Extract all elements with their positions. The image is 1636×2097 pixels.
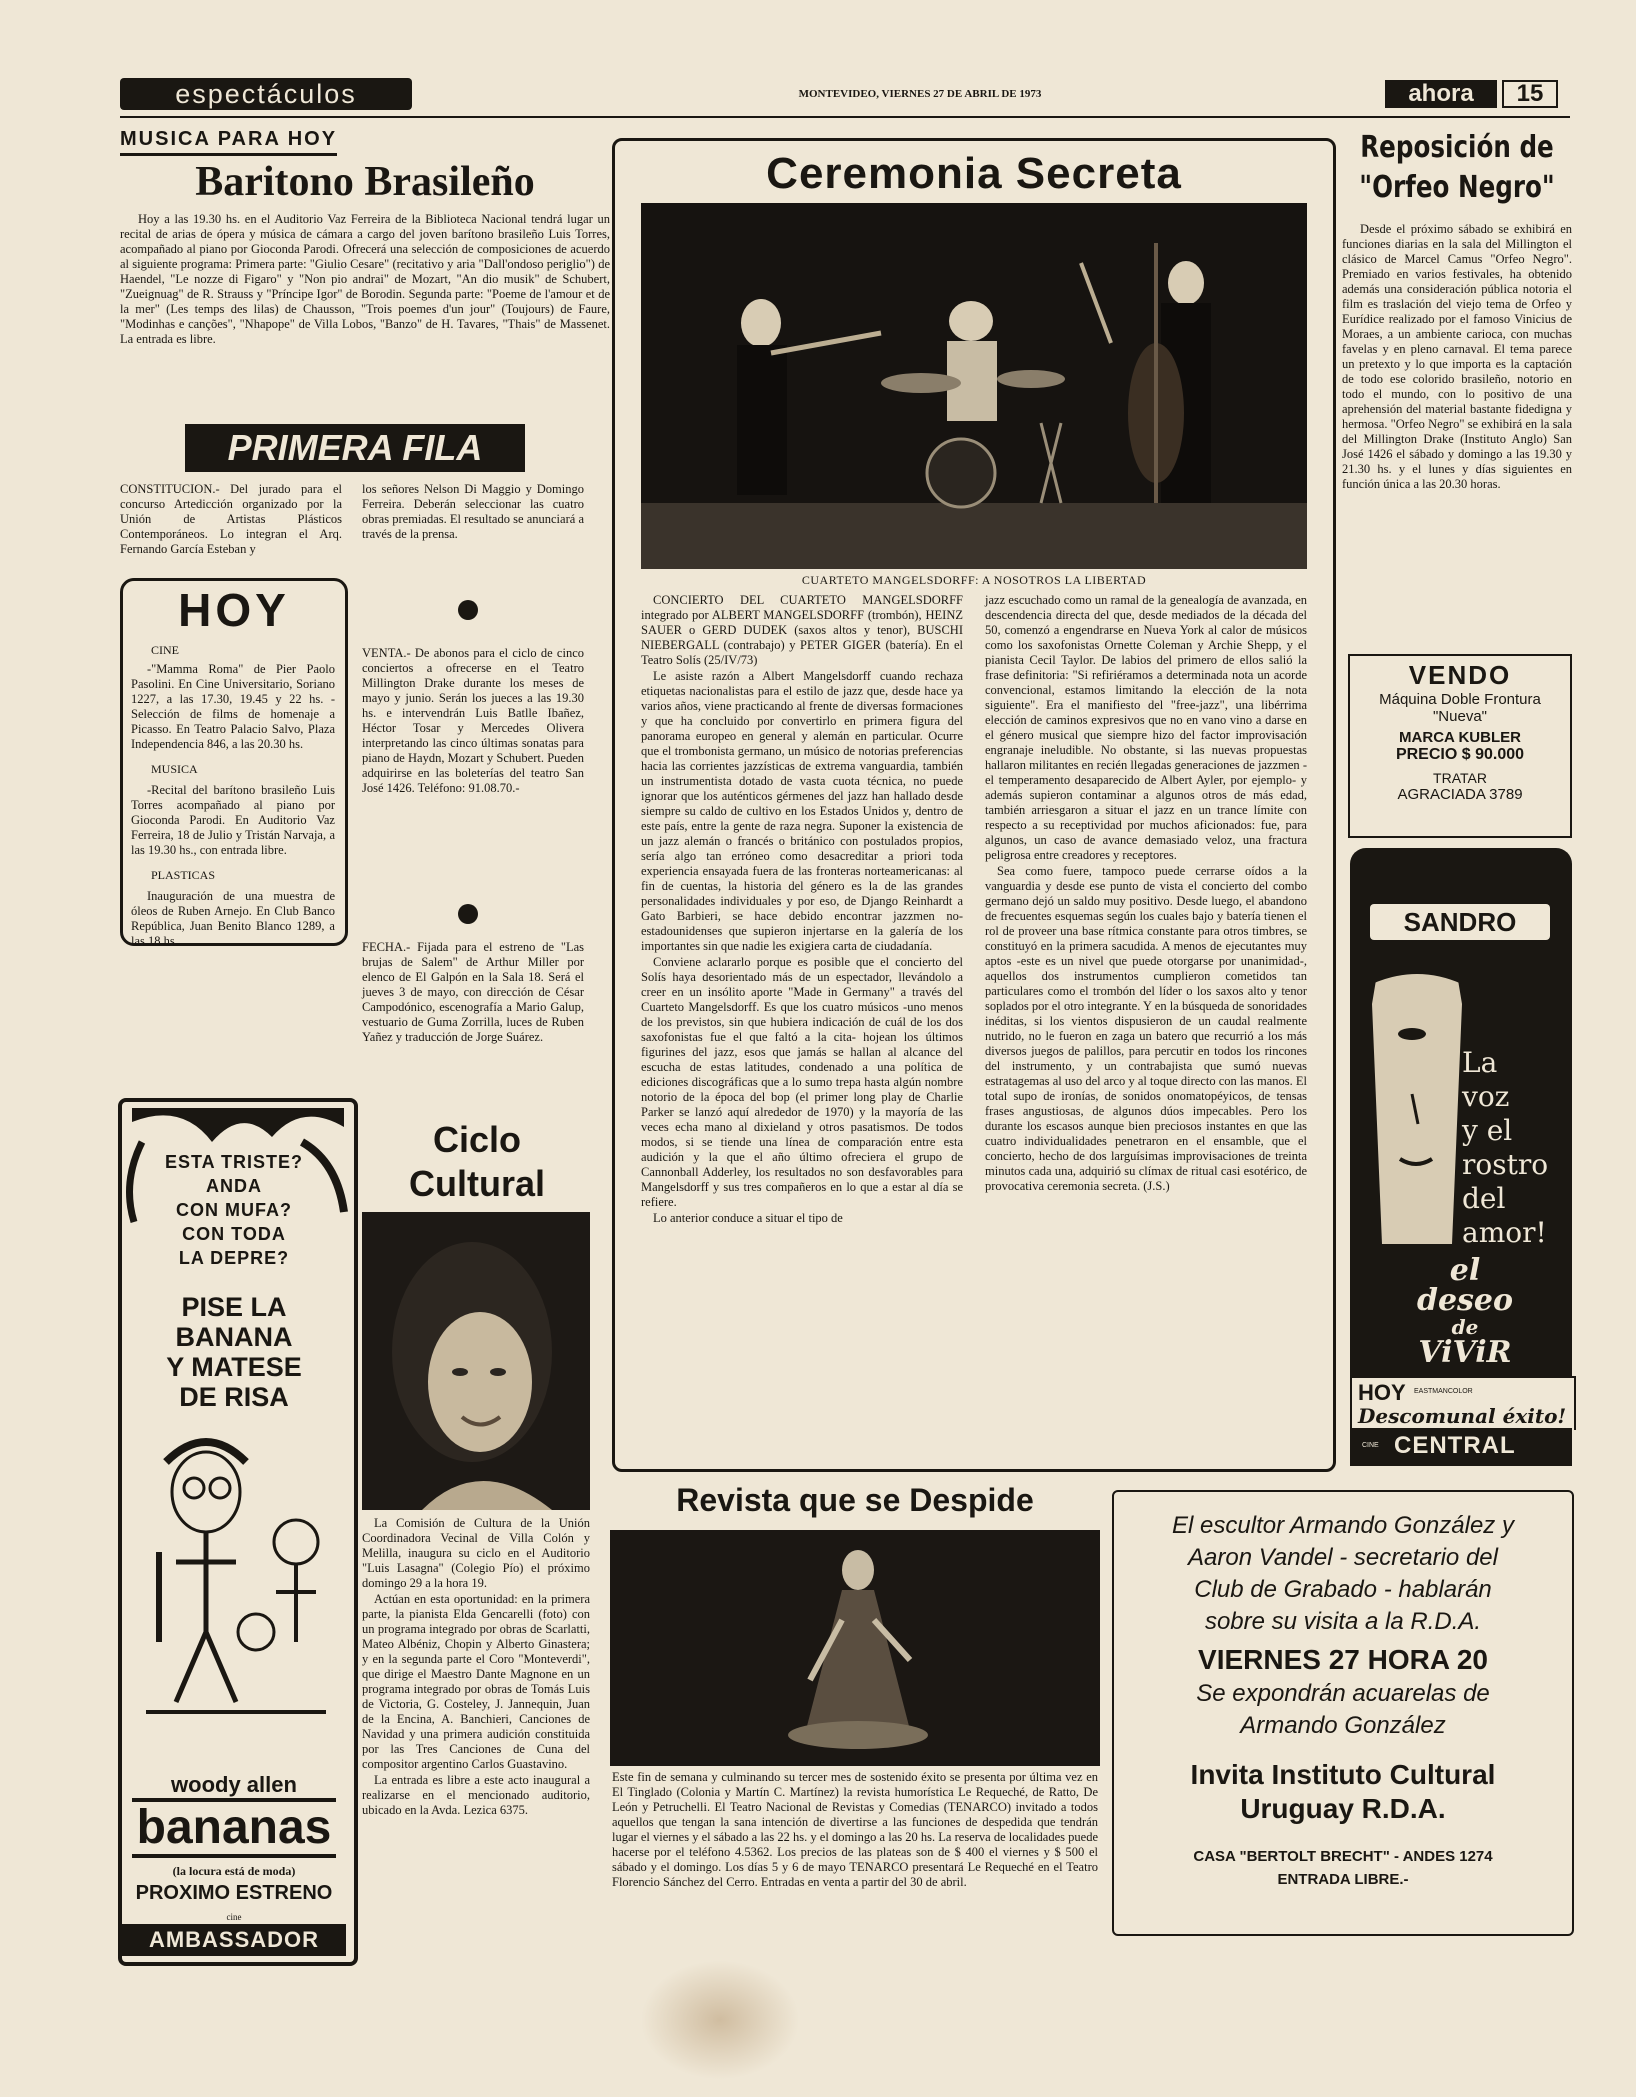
hoy-plasticas-text: Inauguración de una muestra de óleos de Ruben Arnejo. En Club Banco República, Juan Benito Blanco 1289, a las 18 hs. xyxy=(131,889,335,948)
vendo-line-5: TRATAR xyxy=(1433,770,1487,786)
ad-pise-4: DE RISA xyxy=(179,1382,289,1412)
musica-title: Baritono Brasileño xyxy=(195,159,535,205)
hoy-title: HOY xyxy=(178,584,290,636)
sandro-color: EASTMANCOLOR xyxy=(1414,1388,1473,1395)
revista-title: Revista que se Despide xyxy=(676,1482,1034,1518)
venta-text: VENTA.- De abonos para el ciclo de cinco conciertos a ofrecerse en el Teatro Millington Drake durante los meses de mayo y junio. Serán los jueces a las 19.30 hs. e intervendrán Luis Batlle Ibañez, Héctor Tosar y Mercedes Olivera interpretando las cinco últimas sonatas para piano de Haydn, Mozart y Schubert. Pueden adquirirse en las boleterías del teatro San José 1426. Teléfono: 91.08.70.- xyxy=(362,646,584,795)
sandro-film-4: ViViR xyxy=(1418,1335,1512,1370)
sandro-line-2: voz xyxy=(1462,1080,1510,1113)
vendo-line-6: AGRACIADA 3789 xyxy=(1397,786,1523,803)
section-label: espectáculos xyxy=(120,78,412,110)
musica-body: Hoy a las 19.30 hs. en el Auditorio Vaz Ferreira de la Biblioteca Nacional tendrá lugar un recital de arias de ópera y música de cámara a cargo del joven barítono brasileño Luis Torres, acompañado al piano por Gioconda Parodi. Ofrecerá una selección de composiciones de acuerdo al siguiente programa: Primera parte: "Giulio Cesare" (recitativo y aria "Dall'ondoso periglio") de Haendel, "Le nozze di Figaro" y "Non pio andrai" de Mozart, "An dio musik" de Schubert, "Zueignuag" de R. Strauss y "Príncipe Igor" de Borodin. Segunda parte: "Poeme de l'amour et de la mer" (Les temps des lilas) de Chausson, "Trois poemes d'un jour" (Toujours) de Faure, "Modinhas e canções", "Nhapope" de Villa Lobos, "Banzo" de H. Tavares, "Thais" de Massenet. La entrada es libre. xyxy=(120,212,610,346)
revista-photo xyxy=(610,1530,1100,1766)
ad-question-3: CON MUFA? xyxy=(176,1200,292,1220)
sandro-cinema: CENTRAL xyxy=(1394,1432,1516,1459)
rda-line-9: Uruguay R.D.A. xyxy=(1240,1793,1446,1824)
vendo-line-4: PRECIO $ 90.000 xyxy=(1395,746,1525,763)
ceremonia-col-1 xyxy=(641,593,963,1227)
vendo-line-1: Máquina Doble Frontura xyxy=(1379,691,1541,708)
sandro-line-3: y el xyxy=(1462,1114,1513,1147)
paper-stain xyxy=(640,1960,800,2080)
musica-article xyxy=(120,128,610,347)
ad-cinema: AMBASSADOR xyxy=(122,1924,346,1956)
hoy-cine-text: -"Mamma Roma" de Pier Paolo Pasolini. En Cine Universitario, Soriano 1227, a las 17.30, 19.45 y 22 hs. -Selección de films de homenaje a Picasso. En Teatro Palacio Salvo, Plaza Independencia 846, a las 20.30 hs. xyxy=(131,662,335,751)
hoy-musica-label: MUSICA xyxy=(151,762,198,776)
pianist-portrait-icon xyxy=(362,1212,590,1510)
sandro-film-1: el xyxy=(1449,1253,1481,1288)
orfeo-article xyxy=(1342,128,1572,492)
hoy-box xyxy=(120,578,348,946)
ad-cine-small: cine xyxy=(226,1912,242,1922)
ceremonia-title: Ceremonia Secreta xyxy=(766,149,1182,198)
ceremonia-col-1-p2: Le asiste razón a Albert Mangelsdorff cuando rechaza etiquetas nacionalistas para el estilo de jazz que, desde hace ya varios años, viene practicando al frente de diversas formaciones y que ha concluido por convertirlo en primera figura del panorama europeo en general y alemán en particular. Ocurre que el trombonista germano, un músico de notorias preferencias hacia las corrientes jazzísticas de extrema vanguardia, también un instrumentista dotado de vasta cuota técnica, no puede ignorar que los auténticos gérmenes del jazz han hallado desde siempre su caldo de cultivo en los Estados Unidos y, dentro de este país, entre la gente de raza negra. Suponer la existencia de un jazz alemán o francés o británico con postulados propios, sería algo tan erróneo como desacreditar a priori toda experiencia ensayada fuera de las fronteras norteamericanas: al fin de cuentas, la historia del género es la de las grandes personalidades individuales y por eso, de Django Reinhardt a Gato Barbieri, se hace debido encontrar jazzmen no-estadounidenses que supieron injertarse en la galería de los importantes sin que nadie les exigiera carta de ciudadanía. xyxy=(641,669,963,953)
ad-estreno: PROXIMO ESTRENO xyxy=(135,1882,333,1904)
ceremonia-col-1-p3: Conviene aclararlo porque es posible que el concierto del Solís haya desorientado más de un espectador, llevándolo a creer en un insólito aporte "Made in Germany" a través del Cuarteto Mangelsdorff. Es que los cuatro músicos -uno menos de los previstos, sin que hubiera indicación de cuál de los dos saxofonistas fue el que faltó a la cita- hojean los últimos figurines del jazz, esos que jamás se hallan al alcance del escucha de estas latitudes, condenado a una política de ediciones discográficas que a lo sumo trepa hasta algún nombre notorio de la época del bop (el primer long play de Charlie Parker se lanzó aquí alrededor de 1970) y la mayoría de las veces echa mano al dixieland y otros pasatismos. De todos modos, si se tiende una línea de comparación entre esta audición y la que el año último ofreciera el grupo de Cannonball Adderley, los resultados no son desfavorables para Mangelsdorff y sus tres compañeros en lo que a estar al día se refiere. xyxy=(641,955,963,1209)
orfeo-body: Desde el próximo sábado se exhibirá en funciones diarias en la sala del Millington el clásico de Marcel Camus "Orfeo Negro". Premiado en varios festivales, ha obtenido además una consideración pública notoria el film es traslación del viejo tema de Orfeo y Eurídice realizado por el famoso Vinicius de Moraes, a un ambiente carioca, con muchas favelas y en pleno carnaval. El tema parece un pretexto y lo que importa es la captación de todo ese colorido brasileño, notorio en todo el mundo, con lo positivo de una aprehensión del material bastante fidedigna y hermosa. "Orfeo Negro" se exhibirá en la sala del Millington Drake (Instituto Anglo) San José 1426 el sábado y domingo a las 19.30 y 21.30 hs. y el lunes y días siguientes en función única a las 20.30 horas. xyxy=(1342,222,1572,491)
rda-line-4: sobre su visita a la R.D.A. xyxy=(1204,1608,1482,1635)
quartet-photo xyxy=(641,203,1307,569)
rda-line-6: Se expondrán acuarelas de xyxy=(1196,1680,1490,1707)
quartet-stage-icon xyxy=(641,203,1307,569)
rda-line-1: El escultor Armando González y xyxy=(1172,1512,1514,1539)
performer-on-stage-icon xyxy=(610,1530,1100,1766)
musica-kicker: MUSICA PARA HOY xyxy=(120,128,337,156)
ad-question-1: ESTA TRISTE? xyxy=(165,1152,303,1172)
ad-director: woody allen xyxy=(171,1772,297,1797)
rda-line-11: ENTRADA LIBRE.- xyxy=(1277,1871,1409,1888)
sandro-name: SANDRO xyxy=(1370,904,1550,940)
sandro-face-icon xyxy=(1372,944,1462,1244)
ciclo-body-2: Actúan en esta oportunidad: en la primera parte, la pianista Elda Gencarelli (foto) con un programa integrado por obras de Scarlatti, Mateo Albéniz, Chopin y Alberto Ginastera; y en la segunda parte el Coro "Monteverdi", que dirige el Maestro Dante Magnone en un programa integrado por obras de Tomás Luis de Victoria, G. Costeley, J. Jannequin, Juan de la Encina, A. Banchieri, Canciones de Navidad y una primera audición constituida por las Tres Canciones de Cuna del compositor argentino Carlos Guastavino. xyxy=(362,1592,590,1771)
sandro-ad xyxy=(1350,848,1572,1466)
ad-tagline: (la locura está de moda) xyxy=(172,1864,296,1878)
vendo-title: VENDO xyxy=(1408,660,1512,690)
sandro-line-5: del xyxy=(1462,1182,1506,1215)
paper-name: ahora xyxy=(1385,80,1497,108)
sandro-exito: Descomunal éxito! xyxy=(1358,1404,1567,1428)
rda-line-3: Club de Grabado - hablarán xyxy=(1194,1576,1492,1603)
sandro-line-1: La xyxy=(1462,1046,1498,1079)
orfeo-title xyxy=(1342,128,1572,208)
sandro-line-4: rostro xyxy=(1462,1148,1549,1181)
ciclo-body xyxy=(362,1516,590,1819)
ceremonia-col-2 xyxy=(985,593,1307,1195)
fecha-text: FECHA.- Fijada para el estreno de "Las brujas de Salem" de Arthur Miller por elenco de El Galpón en la Sala 18. Será el jueves 3 de mayo, con dirección de César Campodónico, escenografía a Mario Galup, vestuario de Guma Zorrilla, luces de Ruben Yañez y traducción de Jorge Suárez. xyxy=(362,940,584,1044)
ad-question-5: LA DEPRE? xyxy=(178,1248,290,1268)
rda-line-5: VIERNES 27 HORA 20 xyxy=(1198,1644,1488,1675)
ad-film-title: bananas xyxy=(132,1798,336,1858)
hoy-plasticas-label: PLASTICAS xyxy=(151,868,216,882)
orfeo-title-2: "Orfeo Negro" xyxy=(1359,170,1555,205)
revista-body: Este fin de semana y culminando su tercer mes de sostenido éxito se presenta por última vez en El Tinglado (Colonia y Martín C. Martínez) la revista humorística Le Requeché, de Ratto, De León y Petruchelli. El Teatro Nacional de Revistas y Comedias (TENARCO) invitado a todos aquellos que tengan la sana intención de divertirse a las funciones de despedida que tendrán lugar el viernes y el sábado a las 22 hs. y el domingo a las 20 hs. La reserva de localidades puede hacerse por el teléfono 4.5362. Los precios de las plateas son de $ 400 el viernes y $ 500 el sábado y el domingo. Los días 5 y 6 de mayo TENARCO presentará Le Requeché en el Teatro Florencio Sánchez del Cerro. Entradas en venta a partir del 30 de abril. xyxy=(612,1770,1098,1889)
rda-line-7: Armando González xyxy=(1240,1712,1446,1739)
ciclo-body-3: La entrada es libre a este acto inaugural a realizarse en el mencionado auditorio, ubicado en la Avda. Lezica 6375. xyxy=(362,1773,590,1817)
masthead-rule xyxy=(120,116,1570,118)
primera-fila-banner: PRIMERA FILA xyxy=(185,424,525,472)
sandro-film-3: de xyxy=(1451,1315,1479,1339)
ceremonia-col-2-p1: jazz escuchado como un ramal de la genealogía de avanzada, en descendencia directa del que, desde mediados de la década del 50, comenzó a engendrarse en Nueva York al calor de músicos como los saxofonistas Ornette Coleman y Archie Shepp, y el pianista Cecil Taylor. De labios del primero de ellos salió la frase definitoria: "Si refiriéramos a determinada nota un acorde convencional, estamos limitando la elección de la nota siguiente". Era el manifiesto del "free-jazz", una libérrima elección de caminos expresivos que no en vano vino a darse en el género musical que siempre hizo del factor improvisación engranaje ineludible. No obstante, si las nuevas propuestas hallaron militantes en recién llegadas generaciones de jazzmen -el temperamento desaparecido de Albert Ayler, por ejemplo- y además supieron contaminar a algunos otros de más edad, también arriesgaron a situar el jazz en un trance límite con respecto a su receptividad por muchos aficionados: fue, para algunos, un caso de avance demasiado veloz, una fractura peligrosa entre creadores y receptores. xyxy=(985,593,1307,862)
hoy-cine-label: CINE xyxy=(151,643,179,657)
ad-question-4: CON TODA xyxy=(182,1224,286,1244)
pianist-photo xyxy=(362,1212,590,1510)
ceremonia-box xyxy=(612,138,1336,1472)
rda-line-10: CASA "BERTOLT BRECHT" - ANDES 1274 xyxy=(1193,1848,1493,1865)
quartet-caption: CUARTETO MANGELSDORFF: A NOSOTROS LA LIBERTAD xyxy=(801,573,1147,587)
ciclo-body-1: La Comisión de Cultura de la Unión Coordinadora Vecinal de Villa Colón y Melilla, inaugura su ciclo en el Auditorio "Luis Lasagna" (Colegio Pío) el próximo domingo 29 a la hora 19. xyxy=(362,1516,590,1590)
ceremonia-col-1-p1: CONCIERTO DEL CUARTETO MANGELSDORFF integrado por ALBERT MANGELSDORFF (trombón), HEINZ SAUER o GERD DUDEK (saxos altos y tenor), BUSCHI NIEBERGALL (contrabajo) y PETER GIGER (batería). En el Teatro Solís (25/IV/73) xyxy=(641,593,963,667)
orfeo-title-1: Reposición de xyxy=(1360,130,1554,165)
vendo-line-3: MARCA KUBLER xyxy=(1399,729,1521,746)
sandro-hoy: HOY xyxy=(1358,1380,1406,1405)
masthead xyxy=(120,78,1572,112)
dateline: MONTEVIDEO, VIERNES 27 DE ABRIL DE 1973 xyxy=(798,88,1042,100)
woody-allen-illustration-icon xyxy=(136,1422,336,1722)
ad-pise-1: PISE LA xyxy=(181,1292,287,1322)
sandro-cine-small: CINE xyxy=(1362,1442,1379,1449)
page-number: 15 xyxy=(1502,80,1558,108)
hoy-musica-text: -Recital del barítono brasileño Luis Torres acompañado al piano por Gioconda Parodi. En Auditorio Vaz Ferreira, 18 de Julio y Tristán Narvaja, a las 19.30 hs., con entrada libre. xyxy=(131,783,335,857)
constitucion-col-b: los señores Nelson Di Maggio y Domingo Ferreira. Deberán seleccionar las cuatro obras premiadas. El resultado se anunciará a través de la prensa. xyxy=(362,482,584,541)
vendo-line-2: "Nueva" xyxy=(1432,708,1487,725)
ceremonia-col-2-p2: Sea como fuere, tampoco puede cerrarse oídos a la vanguardia y desde ese punto de vista el concierto del combo germano dejó un saldo muy positivo. Desde luego, el abandono de frecuentes esquemas según los cuales bajo y batería tienen el rol de proveer una base rítmica constante para otros timbres, se constituyó en la primera sacudida. A menos de ejecutantes muy aptos -este es un nivel que puede otorgarse por unanimidad-, aquellos dos instrumentos cumplieron cometidos tan particulares como el trombón del líder o los saxos alto y tenor soplados por el otro integrante. Y en la búsqueda de sonoridades inéditas, si los vientos dispusieron de un caudal realmente nutrido, no le fueron en zaga un batero que recurrió a los más diversos juegos de palillos, para percutir en todos los rincones del instrumento, y un contrabajista que sumó nuevas estratagemas al uso del arco y al toque directo con las manos. El total supo de ironías, de sonidos onomatopéyicos, de tensas frases angustiosas, de algunos dúos impecables. Pero los durante los escasos aunque bien preciosos instantes en que las cuatro individualidades penetraron en el ensamble, que el concierto, hecho de dos larguísimas improvisaciones de treinta minutos cada una, adquirió su clímax de ritual casi esotérico, de provocativa ceremonia secreta. (J.S.) xyxy=(985,864,1307,1193)
separator-dot xyxy=(458,904,478,924)
separator-dot xyxy=(458,600,478,620)
ad-question-2: ANDA xyxy=(206,1176,262,1196)
ciclo-title-1: Ciclo xyxy=(432,1119,521,1160)
rda-line-2: Aaron Vandel - secretario del xyxy=(1188,1544,1498,1571)
constitucion-col-a: CONSTITUCION.- Del jurado para el concurso Artedicción organizado por la Unión de Artistas Plásticos Contemporáneos. Lo integran el Arq. Fernando García Esteban y xyxy=(120,482,342,556)
sandro-film-2: deseo xyxy=(1416,1283,1514,1318)
rda-line-8: Invita Instituto Cultural xyxy=(1190,1759,1496,1790)
ceremonia-col-1-p4: Lo anterior conduce a situar el tipo de xyxy=(653,1211,843,1225)
bananas-ad xyxy=(118,1098,358,1966)
ciclo-title xyxy=(362,1118,592,1206)
ad-pise-2: BANANA xyxy=(175,1322,293,1352)
vendo-ad xyxy=(1348,654,1572,838)
rda-ad xyxy=(1112,1490,1574,1936)
ad-pise-3: Y MATESE xyxy=(166,1352,302,1382)
sandro-line-6: amor! xyxy=(1462,1216,1547,1249)
ciclo-title-2: Cultural xyxy=(408,1163,545,1204)
